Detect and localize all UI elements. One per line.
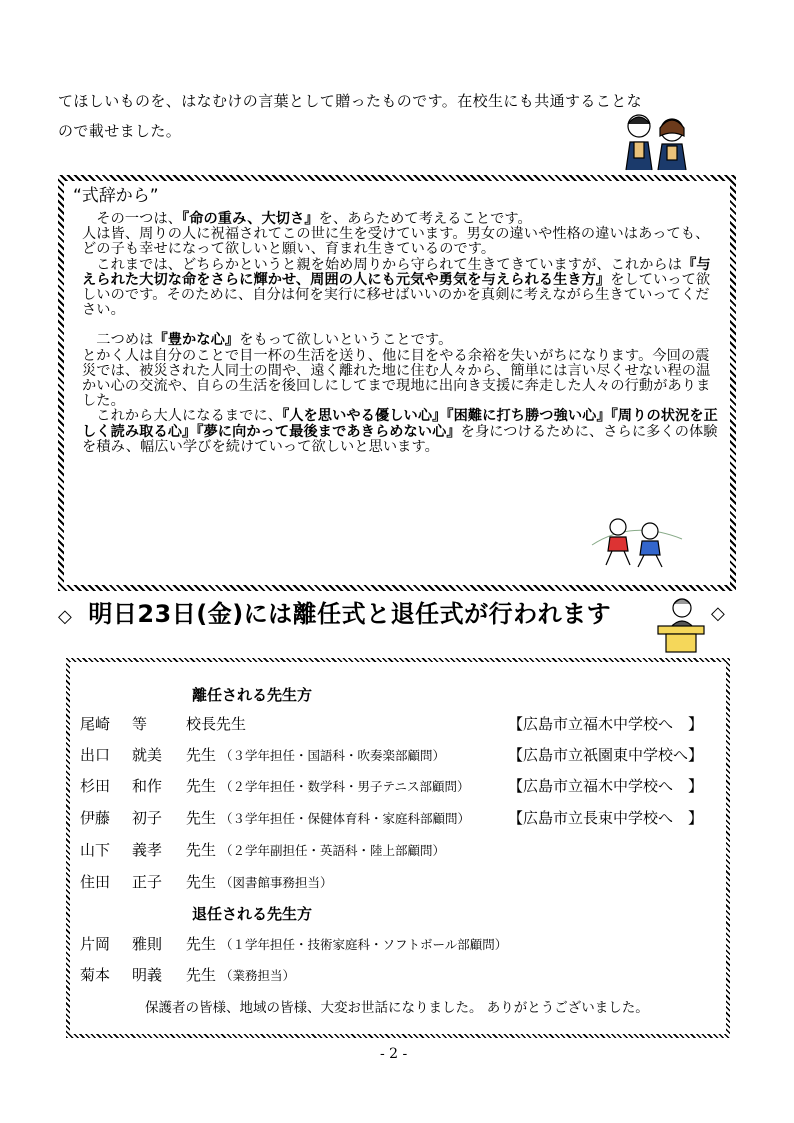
speech-paragraph: 二つめは『豊かな心』をもって欲しいということです。 <box>96 332 453 349</box>
speech-body <box>82 212 722 455</box>
retiring-title: 退任される先生方 <box>192 905 313 923</box>
running-children-illustration <box>588 515 684 571</box>
ceremony-heading-text: 明日23日(金)には離任式と退任式が行われます <box>88 600 612 628</box>
ceremony-heading <box>58 594 611 629</box>
staff-destination: 【広島市立福木中学校へ 】 <box>508 777 704 795</box>
staff-given-name: 正子 <box>132 873 163 891</box>
staff-family-name: 出口 <box>80 746 111 764</box>
staff-duty: （３学年担任・国語科・吹奏楽部顧問） <box>220 748 446 763</box>
leaving-title: 離任される先生方 <box>192 686 313 704</box>
staff-given-name: 雅則 <box>132 935 163 953</box>
staff-row <box>80 964 730 984</box>
staff-given-name: 明義 <box>132 966 163 984</box>
staff-family-name: 山下 <box>80 841 111 859</box>
staff-family-name: 杉田 <box>80 777 111 795</box>
thanks-message: 保護者の皆様、地域の皆様、大変お世話になりました。 ありがとうございました。 <box>145 1000 649 1016</box>
staff-title: 先生 <box>186 777 217 795</box>
staff-given-name: 義孝 <box>132 841 163 859</box>
staff-row <box>80 839 730 859</box>
staff-title: 先生 <box>186 873 217 891</box>
intro-line-1: てほしいものを、はなむけの言葉として贈ったものです。在校生にも共通することな <box>58 92 643 110</box>
staff-title: 先生 <box>186 809 217 827</box>
staff-row <box>80 744 730 764</box>
staff-destination: 【広島市立祇園東中学校へ】 <box>508 746 704 764</box>
staff-given-name: 和作 <box>132 777 163 795</box>
speech-paragraph: 人は皆、周りの人に祝福されてこの世に生を受けています。男女の違いや性格の違いはあっても、どの子も幸せになって欲しいと願い、育まれ生きているのです。 <box>82 226 710 258</box>
staff-duty: （２学年副担任・英語科・陸上部顧問） <box>220 843 446 858</box>
speech-paragraph: これから大人になるまでに、『人を思いやる優しい心』『困難に打ち勝つ強い心』『周りの状況を正しく読み取る心』『夢に向かって最後まであきらめない心』を身につけるために、さらに多くの体験を積み、幅広い学びを続けていって欲しいと思います。 <box>82 408 718 455</box>
staff-title: 校長先生 <box>186 715 247 733</box>
podium-speaker-illustration <box>650 594 710 654</box>
staff-given-name: 初子 <box>132 809 163 827</box>
staff-title: 先生 <box>186 841 217 859</box>
diamond-icon: ◇ <box>711 603 725 624</box>
staff-title: 先生 <box>186 746 217 764</box>
speech-paragraph: その一つは、『命の重み、大切さ』を、あらためて考えることです。 <box>96 211 532 227</box>
staff-row <box>80 713 730 733</box>
diamond-icon: ◇ <box>58 606 73 627</box>
staff-destination: 【広島市立福木中学校へ 】 <box>508 715 704 733</box>
staff-given-name: 等 <box>132 715 148 733</box>
staff-duty: （図書館事務担当） <box>220 875 333 890</box>
staff-family-name: 尾崎 <box>80 715 111 733</box>
staff-title: 先生 <box>186 935 217 953</box>
staff-duty: （業務担当） <box>220 968 296 983</box>
staff-row <box>80 871 730 891</box>
staff-given-name: 就美 <box>132 746 163 764</box>
staff-duty: （２学年担任・数学科・男子テニス部顧問） <box>220 779 470 794</box>
staff-family-name: 伊藤 <box>80 809 111 827</box>
staff-family-name: 片岡 <box>80 935 111 953</box>
staff-title: 先生 <box>186 966 217 984</box>
staff-family-name: 住田 <box>80 873 111 891</box>
speech-title: “式辞から” <box>73 186 159 206</box>
students-illustration <box>612 106 698 172</box>
speech-paragraph: とかく人は自分のことで目一杯の生活を送り、他に目をやる余裕を失いがちになります。今回の震災では、被災された人同士の間や、遠く離れた地に住む人々から、簡単には言い尽くせない程の温かい心の交流や、自らの生活を後回しにしてまで現地に出向き支援に奔走した人々の行動がありました。 <box>82 347 711 410</box>
staff-row <box>80 775 730 795</box>
staff-destination: 【広島市立長束中学校へ 】 <box>508 809 704 827</box>
staff-row <box>80 933 730 953</box>
staff-duty: （１学年担任・技術家庭科・ソフトボール部顧問） <box>220 937 508 952</box>
staff-row <box>80 807 730 827</box>
intro-line-2: ので載せました。 <box>58 122 182 140</box>
staff-family-name: 菊本 <box>80 966 111 984</box>
page-number: - 2 - <box>380 1046 408 1062</box>
staff-duty: （３学年担任・保健体育科・家庭科部顧問） <box>220 811 471 826</box>
speech-paragraph: これまでは、どちらかというと親を始め周りから守られて生きてきていますが、これからは『与えられた大切な命をさらに輝かせ、周囲の人にも元気や勇気を与えられる生き方』をしていって欲しいのです。そのために、自分は何を実行に移せばいいのかを真剣に考えながら生きていってください。 <box>82 256 711 319</box>
